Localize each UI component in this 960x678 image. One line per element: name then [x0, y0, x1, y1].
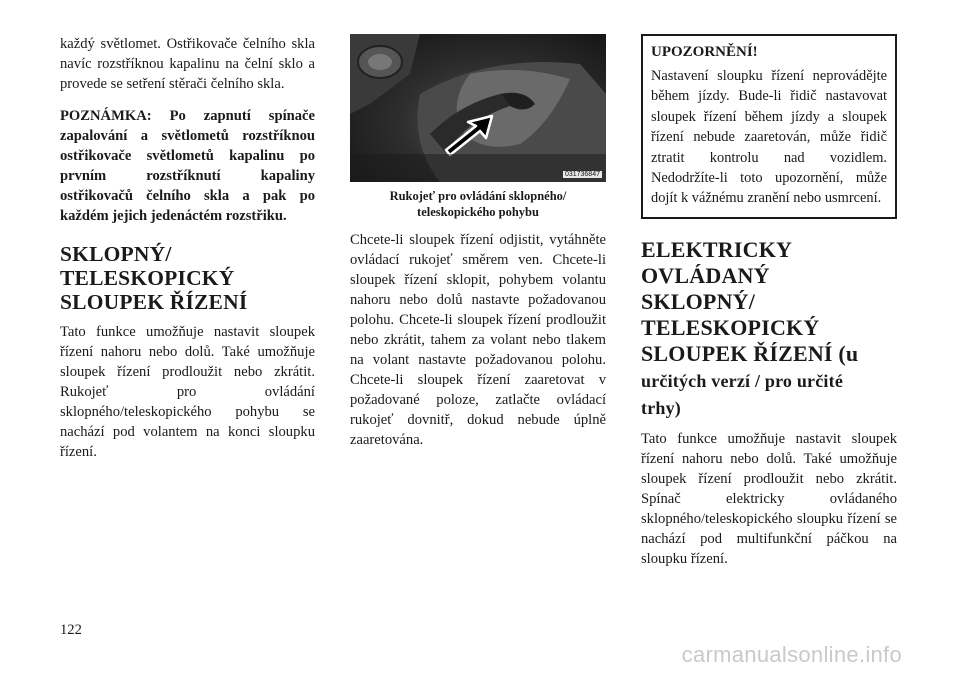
warning-box: [641, 34, 897, 219]
photo-caption: [350, 188, 606, 220]
photo-reference-code: 031736847: [564, 171, 600, 178]
instructions-paragraph: Chcete-li sloupek řízení odjistit, vytáhněte ovládací rukojeť směrem ven. Chcete-li sloupek řízení sklopit, pohybem volantu nahoru nebo dolů nastavte požadovanou polohu. Chcete-li sloupek řízení prodloužit nebo zkrátit, tahem za volant nebo tlakem na volant nastavte požadovanou polohu. Chcete-li sloupek řízení zaaretovat v požadované poloze, zatlačte ovládací rukojeť dovnitř, dokud nebude úplně zaaretována.: [350, 232, 606, 448]
heading-line: určitých verzí / pro určité: [641, 370, 844, 391]
caption-line: teleskopického pohybu: [417, 205, 539, 219]
heading-line: SLOUPEK ŘÍZENÍ: [60, 290, 248, 314]
caption-line: Rukojeť pro ovládání sklopného/: [389, 189, 567, 203]
heading-line: trhy): [641, 397, 681, 418]
column-middle: [350, 34, 606, 450]
section-body-paragraph: Tato funkce umožňuje nastavit sloupek řízení nahoru nebo dolů. Také umožňuje sloupek řízení prodloužit nebo zkrátit. Rukojeť pro ovládání sklopného/teleskopického pohybu se nachází pod volantem na konci sloupku řízení.: [60, 324, 315, 460]
intro-paragraph: každý světlomet. Ostřikovače čelního skla navíc rozstříknou kapalinu na čelní sklo a provede se setření stěrači čelního skla.: [60, 36, 315, 92]
photo-illustration: [350, 34, 606, 182]
heading-line: TELESKOPICKÝ: [60, 266, 235, 290]
warning-title: UPOZORNĚNÍ!: [651, 44, 758, 60]
section-body-paragraph: Tato funkce umožňuje nastavit sloupek řízení nahoru nebo dolů. Také umožňuje sloupek řízení prodloužit nebo zkrátit. Spínač elektricky ovládaného sklopného/teleskopického sloupku řízení se nachází pod multifunkční páčkou na sloupku řízení.: [641, 430, 897, 567]
steering-column-lever-photo: [350, 34, 606, 182]
heading-line: SKLOPNÝ/: [641, 288, 756, 314]
section-heading-tilt-telescopic: [60, 242, 315, 314]
heading-line: SLOUPEK ŘÍZENÍ (u: [641, 340, 859, 366]
column-right: [641, 34, 897, 569]
warning-text: Nastavení sloupku řízení neprovádějte během jízdy. Bude-li řidič nastavovat sloupek řízení během jízdy a sloupek řízení nebude zaaretován, může řidič ztratit kontrolu nad vozidlem. Nedodržíte-li toto upozornění, může dojít k vážnému zranění nebo usmrcení.: [651, 68, 887, 207]
column-left: [60, 34, 315, 462]
heading-line: TELESKOPICKÝ: [641, 314, 820, 340]
heading-line: OVLÁDANÝ: [641, 262, 770, 288]
watermark: carmanualsonline.info: [681, 642, 902, 667]
section-heading-power-tilt-telescopic: [641, 237, 897, 421]
note-paragraph: POZNÁMKA: Po zapnutí spínače zapalování a světlometů rozstříknou ostřikovače světlometů kapalinu po prvním rozstříknutí kapaliny ostřikovačů čelního skla a pak po každém jejich jedenáctém rozstřiku.: [60, 108, 315, 224]
heading-line: ELEKTRICKY: [641, 236, 793, 262]
page-number: 122: [60, 622, 82, 638]
heading-line: SKLOPNÝ/: [60, 242, 172, 266]
